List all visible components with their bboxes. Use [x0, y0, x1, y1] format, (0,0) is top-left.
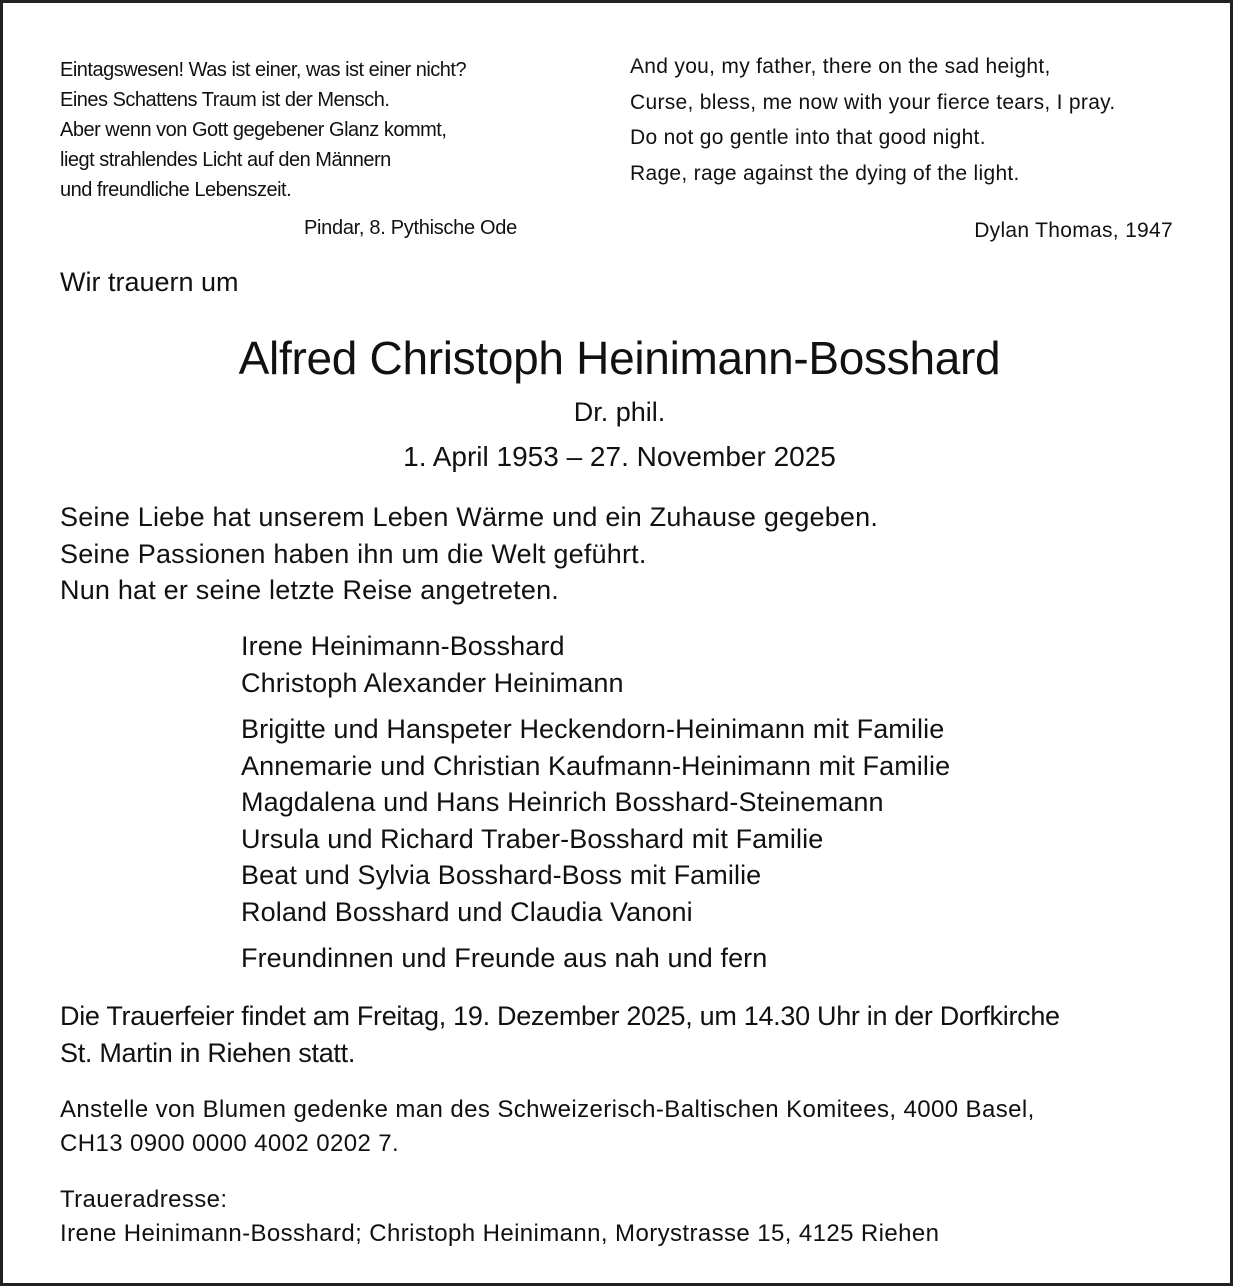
address-label: Traueradresse: — [60, 1186, 228, 1213]
mourner-name: Magdalena und Hans Heinrich Bosshard-Steinemann — [241, 787, 884, 817]
quote-line: And you, my father, there on the sad height, — [630, 55, 1051, 78]
ceremony-line: St. Martin in Riehen statt. — [60, 1037, 356, 1068]
verse-line: Nun hat er seine letzte Reise angetreten. — [60, 575, 559, 605]
quote-pindar — [60, 55, 560, 239]
mourner-name: Roland Bosshard und Claudia Vanoni — [241, 896, 693, 927]
quote-line: Rage, rage against the dying of the light. — [630, 161, 1020, 185]
quote-line: Eintagswesen! Was ist einer, was ist einer nicht? — [60, 59, 467, 81]
mourner-name: Ursula und Richard Traber-Bosshard mit Familie — [241, 823, 824, 854]
mourner-name: Irene Heinimann-Bosshard — [241, 631, 565, 661]
mourning-address — [60, 1183, 939, 1251]
quote-line: Curse, bless, me now with your fierce tears, I pray. — [630, 90, 1116, 114]
mourner-friends: Freundinnen und Freunde aus nah und fern — [241, 943, 768, 973]
donation-line: Anstelle von Blumen gedenke man des Schweizerisch-Baltischen Komitees, 4000 Basel, — [60, 1096, 1035, 1123]
deceased-name: Alfred Christoph Heinimann-Bosshard — [238, 332, 1001, 384]
quote-line: liegt strahlendes Licht auf den Männern — [60, 149, 391, 171]
quote-line: und freundliche Lebenszeit. — [60, 179, 292, 201]
close-family — [241, 628, 950, 701]
mourner-name: Beat und Sylvia Bosshard-Boss mit Familie — [241, 860, 762, 890]
life-dates: 1. April 1953 – 27. November 2025 — [403, 441, 836, 472]
quote-attribution: Pindar, 8. Pythische Ode — [304, 217, 517, 239]
quote-line: Do not go gentle into that good night. — [630, 126, 986, 149]
quote-line: Aber wenn von Gott gegebener Glanz kommt, — [60, 119, 447, 141]
quote-dylan-thomas — [630, 49, 1190, 242]
mourner-name: Brigitte und Hanspeter Heckendorn-Heinimann mit Familie — [241, 714, 945, 744]
quote-attribution: Dylan Thomas, 1947 — [974, 219, 1173, 242]
donation-line: CH13 0900 0000 4002 0202 7. — [60, 1130, 400, 1157]
memorial-verse — [60, 499, 878, 609]
verse-line: Seine Passionen haben ihn um die Welt geführt. — [60, 538, 647, 569]
verse-line: Seine Liebe hat unserem Leben Wärme und ein Zuhause gegeben. — [60, 502, 879, 532]
ceremony-line: Die Trauerfeier findet am Freitag, 19. Dezember 2025, um 14.30 Uhr in der Dorfkirche — [60, 1001, 1060, 1031]
mourner-name: Christoph Alexander Heinimann — [241, 667, 624, 698]
funeral-service-info — [60, 998, 1060, 1071]
intro-text: Wir trauern um — [60, 267, 239, 297]
address-value: Irene Heinimann-Bosshard; Christoph Heinimann, Morystrasse 15, 4125 Riehen — [60, 1220, 940, 1247]
quote-line: Eines Schattens Traum ist der Mensch. — [60, 89, 390, 111]
extended-family — [241, 711, 950, 930]
mourners-list — [241, 628, 950, 987]
deceased-title: Dr. phil. — [573, 397, 666, 427]
friends — [241, 940, 950, 977]
mourner-name: Annemarie und Christian Kaufmann-Heinimann mit Familie — [241, 750, 951, 781]
donation-note — [60, 1093, 1035, 1161]
